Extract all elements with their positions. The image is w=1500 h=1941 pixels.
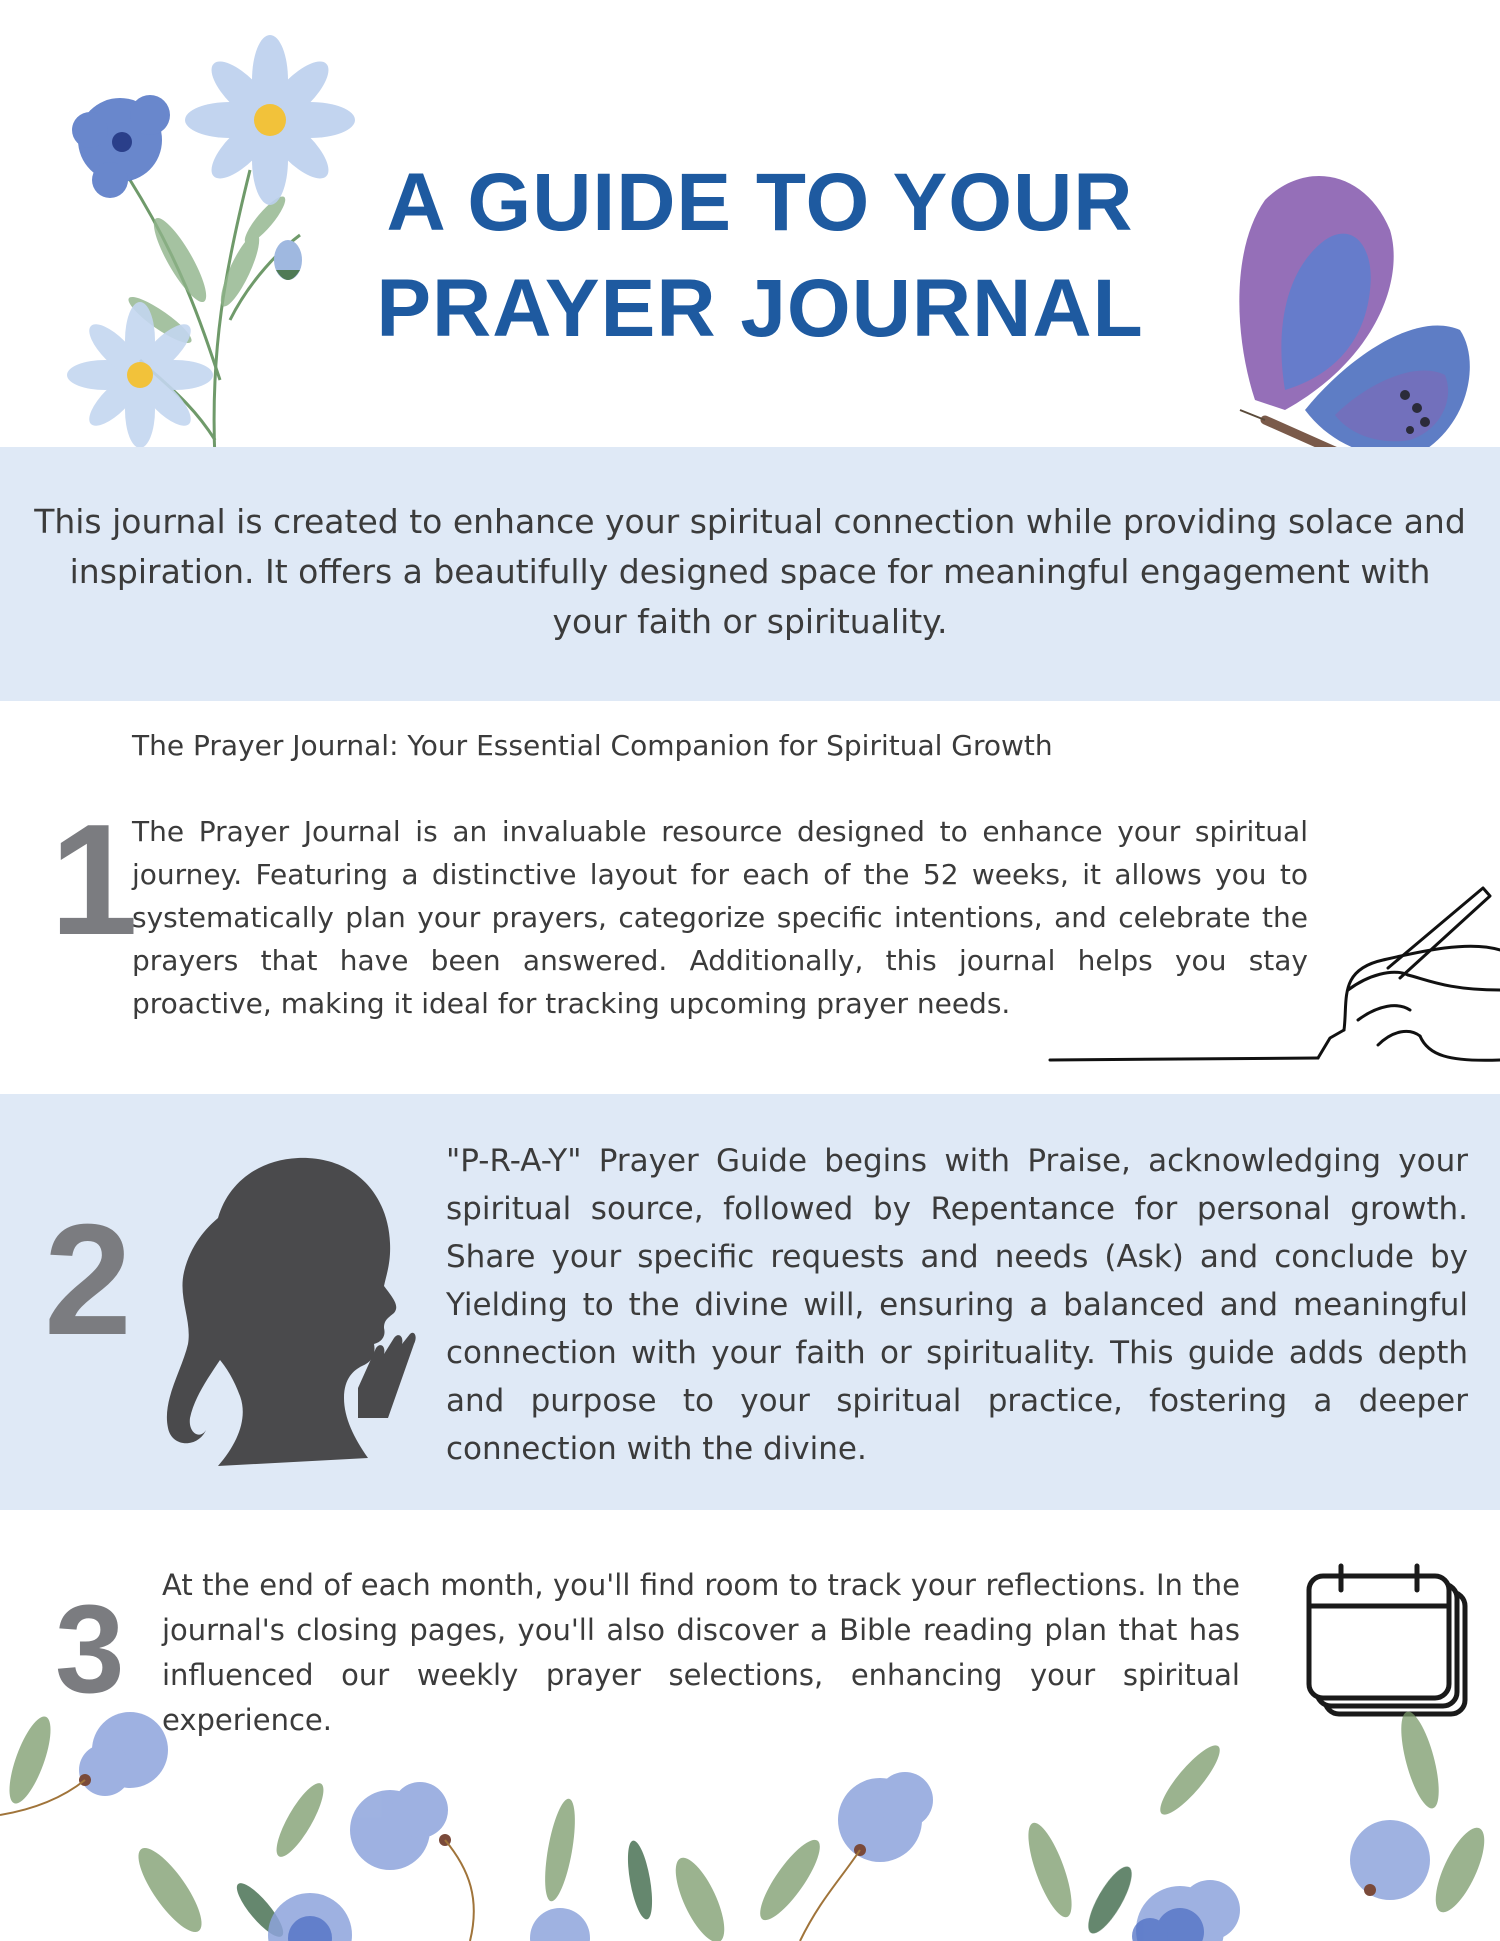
watercolor-flowers-icon <box>50 20 360 460</box>
section2-number: 2 <box>44 1192 132 1368</box>
writing-hand-icon <box>1048 880 1500 1070</box>
title-line-1: A GUIDE TO YOUR <box>386 157 1134 248</box>
calendar-icon <box>1305 1562 1475 1722</box>
section1-heading: The Prayer Journal: Your Essential Companion for Spiritual Growth <box>132 729 1053 762</box>
title-line-2: PRAYER JOURNAL <box>376 263 1144 354</box>
intro-band <box>0 447 1500 701</box>
praying-girl-silhouette-icon <box>148 1148 418 1478</box>
butterfly-icon <box>1225 160 1480 465</box>
section2-text: "P-R-A-Y" Prayer Guide begins with Praise, acknowledging your spiritual source, followed by Repentance for personal growth. Share your specific requests and needs (Ask) and conclude by Yielding to the divine will, ensuring a balanced and meaningful connection with your faith or spirituality. This guide adds depth and purpose to your spiritual practice, fostering a deeper connection with the divine. <box>446 1143 1468 1467</box>
section3-text: At the end of each month, you'll find room to track your reflections. In the journal's closing pages, you'll also discover a Bible reading plan that has influenced our weekly prayer selections, enhancing your spiritual experience. <box>162 1568 1240 1737</box>
intro-text: This journal is created to enhance your spiritual connection while providing solace and inspiration. It offers a beautifully designed space for meaningful engagement with your faith or spirituality. <box>34 502 1466 641</box>
section3-number: 3 <box>55 1580 125 1719</box>
section1-number: 1 <box>50 792 138 968</box>
page-title <box>330 150 1190 362</box>
section1-text: The Prayer Journal is an invaluable resource designed to enhance your spiritual journey. Featuring a distinctive layout for each of the 52 weeks, it allows you to systematically plan your prayers, categorize specific intentions, and celebrate the prayers that have been answered. Additionally, this journal helps you stay proactive, making it ideal for tracking upcoming prayer needs. <box>132 815 1308 1020</box>
